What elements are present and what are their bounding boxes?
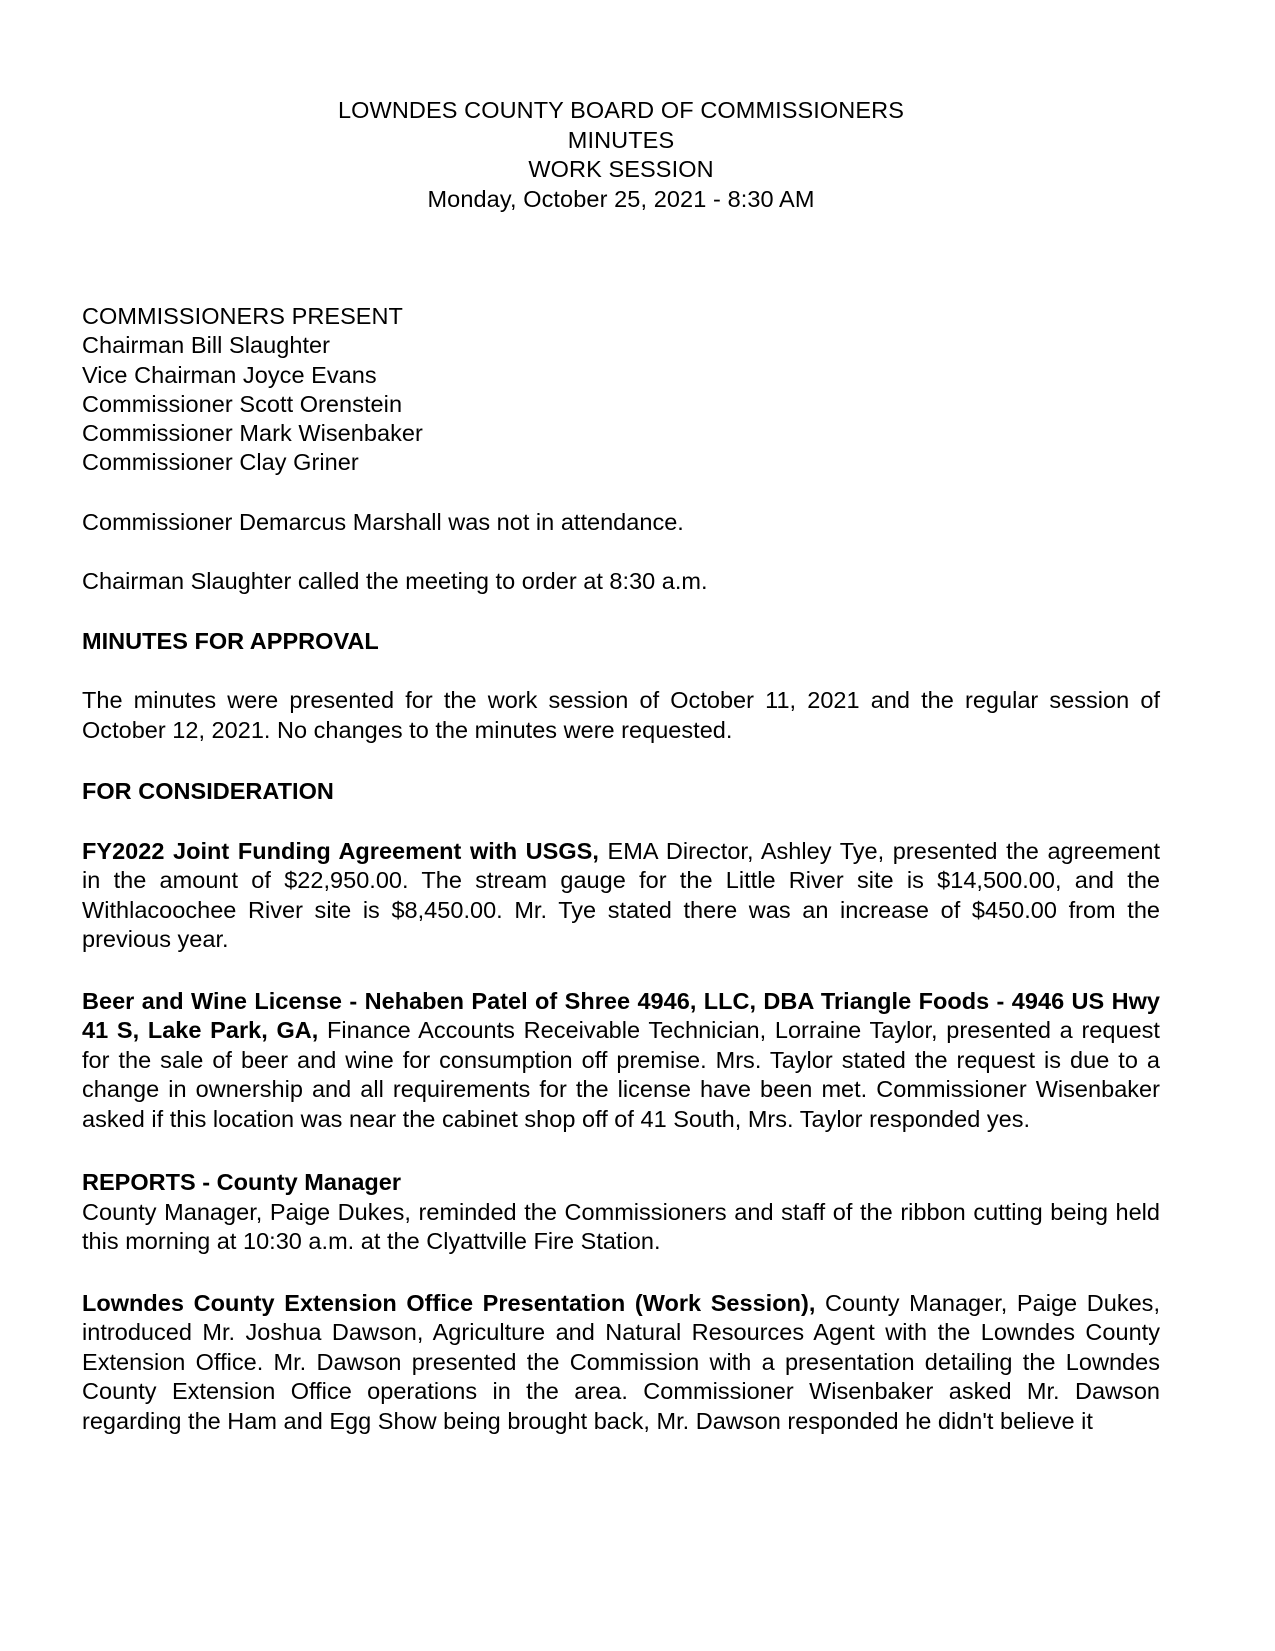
spacer xyxy=(82,597,1160,627)
call-to-order-note: Chairman Slaughter called the meeting to order at 8:30 a.m. xyxy=(82,568,708,595)
agenda-item-beer-wine-license-title: Beer and Wine License - Nehaben Patel of Shree 4946, LLC, DBA Triangle Foods - 4946 US Hwy 41 S, Lake Park, GA, xyxy=(82,987,1160,1044)
commissioner-entry: Chairman Bill Slaughter xyxy=(82,332,331,359)
minutes-for-approval-paragraph: The minutes were presented for the work session of October 11, 2021 and the regular session of October 12, 2021. No changes to the minutes were requested. xyxy=(82,687,1160,743)
absent-commissioner-note: Commissioner Demarcus Marshall was not in attendance. xyxy=(82,508,684,535)
agenda-item-usgs-funding-body: EMA Director, Ashley Tye, presented the agreement in the amount of $22,950.00. The stream gauge for the Little River site is $14,500.00, and the Withlacoochee River site is $8,450.00. Mr. Tye stated there was an increase of $450.00 from the previous year. xyxy=(82,837,1160,953)
spacer xyxy=(82,1257,1160,1289)
agenda-item-extension-office-title: Lowndes County Extension Office Presentation (Work Session), xyxy=(82,1289,816,1316)
header-title-line: LOWNDES COUNTY BOARD OF COMMISSIONERS xyxy=(337,97,904,123)
agenda-item-usgs-funding-title: FY2022 Joint Funding Agreement with USGS, xyxy=(82,837,599,864)
agenda-item-beer-wine-license-body: Finance Accounts Receivable Technician, Lorraine Taylor, presented a request for the sale of beer and wine for consumption off premise. Mrs. Taylor stated the request is due to a change in ownership and all requirements for the license have been met. Commissioner Wisenbaker asked if this location was near the cabinet shop off of 41 South, Mrs. Taylor responded yes. xyxy=(82,1017,1160,1132)
commissioner-entry: Commissioner Clay Griner xyxy=(82,449,359,476)
attendance-heading: COMMISSIONERS PRESENT xyxy=(82,303,403,329)
spacer xyxy=(82,537,1160,567)
document-header xyxy=(82,96,1160,214)
agenda-item-extension-office-presentation xyxy=(82,1289,1160,1437)
spacer xyxy=(82,955,1160,987)
spacer xyxy=(82,656,1160,686)
spacer xyxy=(82,807,1160,837)
minutes-for-approval-heading: MINUTES FOR APPROVAL xyxy=(82,627,379,654)
header-body-spacer xyxy=(82,214,1160,302)
agenda-item-usgs-funding xyxy=(82,837,1160,955)
commissioner-entry: Commissioner Mark Wisenbaker xyxy=(82,420,423,447)
agenda-item-extension-office-body: County Manager, Paige Dukes, introduced Mr. Joshua Dawson, Agriculture and Natural Resources Agent with the Lowndes County Extension Office. Mr. Dawson presented the Commission with a presentation detailing the Lowndes County Extension Office operations in the area. Commissioner Wisenbaker asked Mr. Dawson regarding the Ham and Egg Show being brought back, Mr. Dawson responded he didn't believe it xyxy=(82,1289,1160,1434)
agenda-item-beer-wine-license xyxy=(82,987,1160,1135)
commissioner-entry: Vice Chairman Joyce Evans xyxy=(82,361,377,388)
header-subtitle-minutes: MINUTES xyxy=(567,126,675,153)
reports-county-manager-heading: REPORTS - County Manager xyxy=(82,1169,402,1196)
commissioners-present-block xyxy=(82,302,1160,478)
spacer xyxy=(82,478,1160,508)
reports-county-manager-paragraph: County Manager, Paige Dukes, reminded the Commissioners and staff of the ribbon cutting being held this morning at 10:30 a.m. at the Clyattville Fire Station. xyxy=(82,1198,1160,1255)
commissioner-entry: Commissioner Scott Orenstein xyxy=(82,390,403,417)
header-meeting-datetime: Monday, October 25, 2021 - 8:30 AM xyxy=(427,185,815,212)
spacer xyxy=(82,745,1160,777)
for-consideration-heading: FOR CONSIDERATION xyxy=(82,778,334,805)
spacer xyxy=(82,1134,1160,1168)
header-subtitle-session-type: WORK SESSION xyxy=(528,156,714,182)
